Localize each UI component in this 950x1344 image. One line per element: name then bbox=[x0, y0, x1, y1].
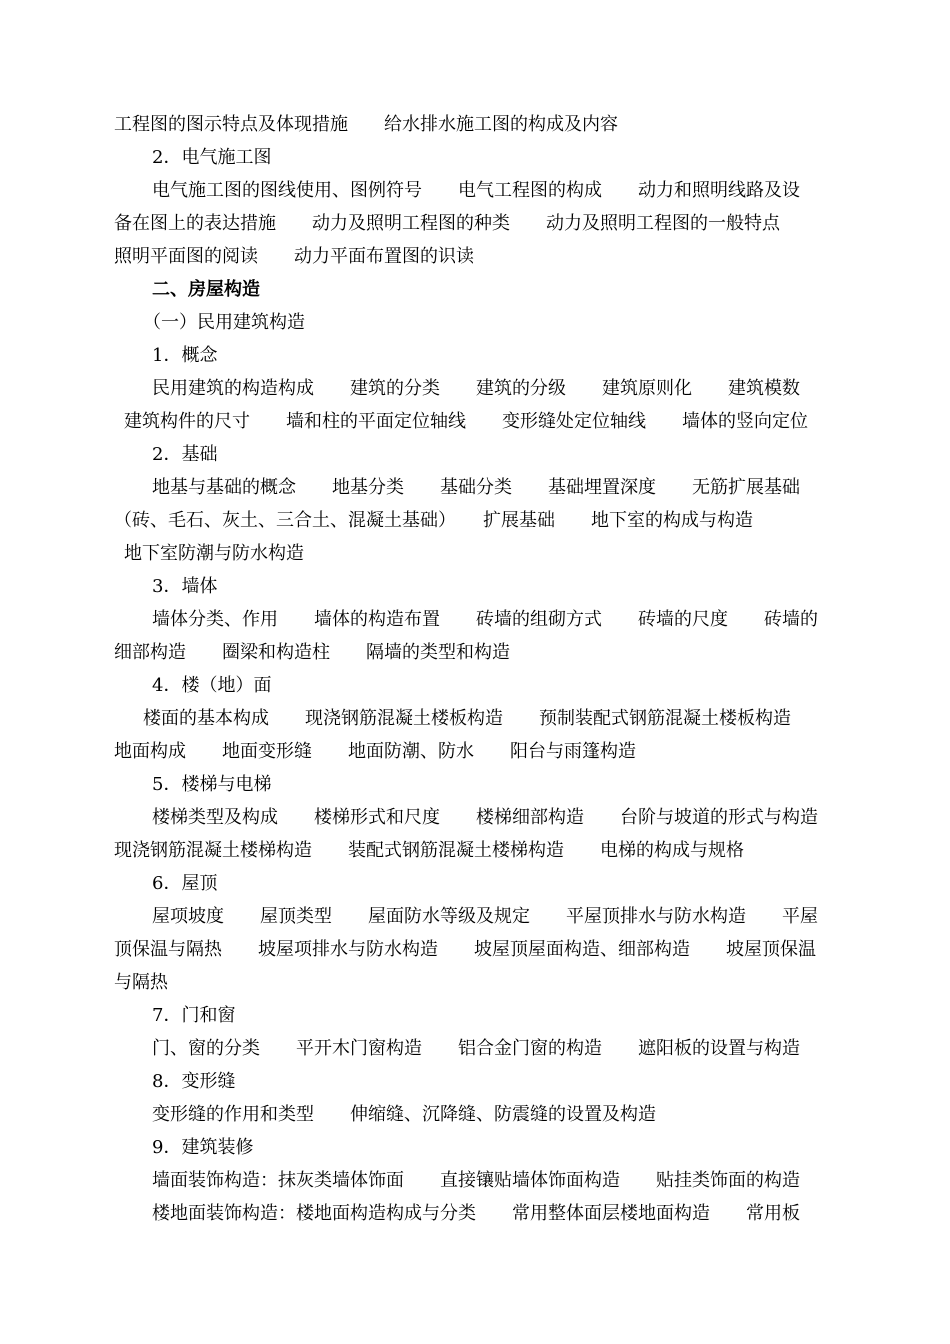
text-line: 备在图上的表达措施 动力及照明工程图的种类 动力及照明工程图的一般特点 bbox=[114, 213, 780, 234]
section-heading: 4．楼（地）面 bbox=[152, 675, 272, 696]
text-line: 建筑构件的尺寸 墙和柱的平面定位轴线 变形缝处定位轴线 墙体的竖向定位 bbox=[124, 411, 808, 432]
text-line: （砖、毛石、灰土、三合土、混凝土基础） 扩展基础 地下室的构成与构造 bbox=[114, 510, 753, 531]
text-line: 变形缝的作用和类型 伸缩缝、沉降缝、防震缝的设置及构造 bbox=[152, 1104, 656, 1125]
text-line: 地下室防潮与防水构造 bbox=[124, 543, 304, 564]
section-heading: 7．门和窗 bbox=[152, 1005, 236, 1026]
text-line: 照明平面图的阅读 动力平面布置图的识读 bbox=[114, 246, 474, 267]
text-line: 电气施工图的图线使用、图例符号 电气工程图的构成 动力和照明线路及设 bbox=[152, 180, 800, 201]
text-line: 楼梯类型及构成 楼梯形式和尺度 楼梯细部构造 台阶与坡道的形式与构造 bbox=[152, 807, 818, 828]
text-line: 顶保温与隔热 坡屋项排水与防水构造 坡屋顶屋面构造、细部构造 坡屋顶保温 bbox=[114, 939, 816, 960]
text-line: 民用建筑的构造构成 建筑的分类 建筑的分级 建筑原则化 建筑模数 bbox=[152, 378, 800, 399]
text-line: 现浇钢筋混凝土楼梯构造 装配式钢筋混凝土楼梯构造 电梯的构成与规格 bbox=[114, 840, 744, 861]
text-line: 门、窗的分类 平开木门窗构造 铝合金门窗的构造 遮阳板的设置与构造 bbox=[152, 1038, 800, 1059]
text-line: 地基与基础的概念 地基分类 基础分类 基础埋置深度 无筋扩展基础 bbox=[152, 477, 800, 498]
text-line: 细部构造 圈梁和构造柱 隔墙的类型和构造 bbox=[114, 642, 510, 663]
section-heading: 9．建筑装修 bbox=[152, 1137, 254, 1158]
subchapter-heading: （一）民用建筑构造 bbox=[143, 312, 305, 333]
text-line: 楼面的基本构成 现浇钢筋混凝土楼板构造 预制装配式钢筋混凝土楼板构造 bbox=[143, 708, 791, 729]
chapter-heading: 二、房屋构造 bbox=[152, 279, 260, 300]
section-heading: 2．电气施工图 bbox=[152, 147, 272, 168]
section-heading: 6．屋顶 bbox=[152, 873, 218, 894]
text-line: 与隔热 bbox=[114, 972, 168, 993]
section-heading: 8．变形缝 bbox=[152, 1071, 236, 1092]
section-heading: 3．墙体 bbox=[152, 576, 218, 597]
text-line: 地面构成 地面变形缝 地面防潮、防水 阳台与雨篷构造 bbox=[114, 741, 636, 762]
text-line: 楼地面装饰构造：楼地面构造构成与分类 常用整体面层楼地面构造 常用板 bbox=[152, 1203, 800, 1224]
text-line: 墙体分类、作用 墙体的构造布置 砖墙的组砌方式 砖墙的尺度 砖墙的 bbox=[152, 609, 818, 630]
section-heading: 1．概念 bbox=[152, 345, 218, 366]
text-line: 工程图的图示特点及体现措施 给水排水施工图的构成及内容 bbox=[114, 114, 618, 135]
section-heading: 2．基础 bbox=[152, 444, 218, 465]
section-heading: 5．楼梯与电梯 bbox=[152, 774, 272, 795]
text-line: 墙面装饰构造：抹灰类墙体饰面 直接镶贴墙体饰面构造 贴挂类饰面的构造 bbox=[152, 1170, 800, 1191]
text-line: 屋项坡度 屋顶类型 屋面防水等级及规定 平屋顶排水与防水构造 平屋 bbox=[152, 906, 818, 927]
